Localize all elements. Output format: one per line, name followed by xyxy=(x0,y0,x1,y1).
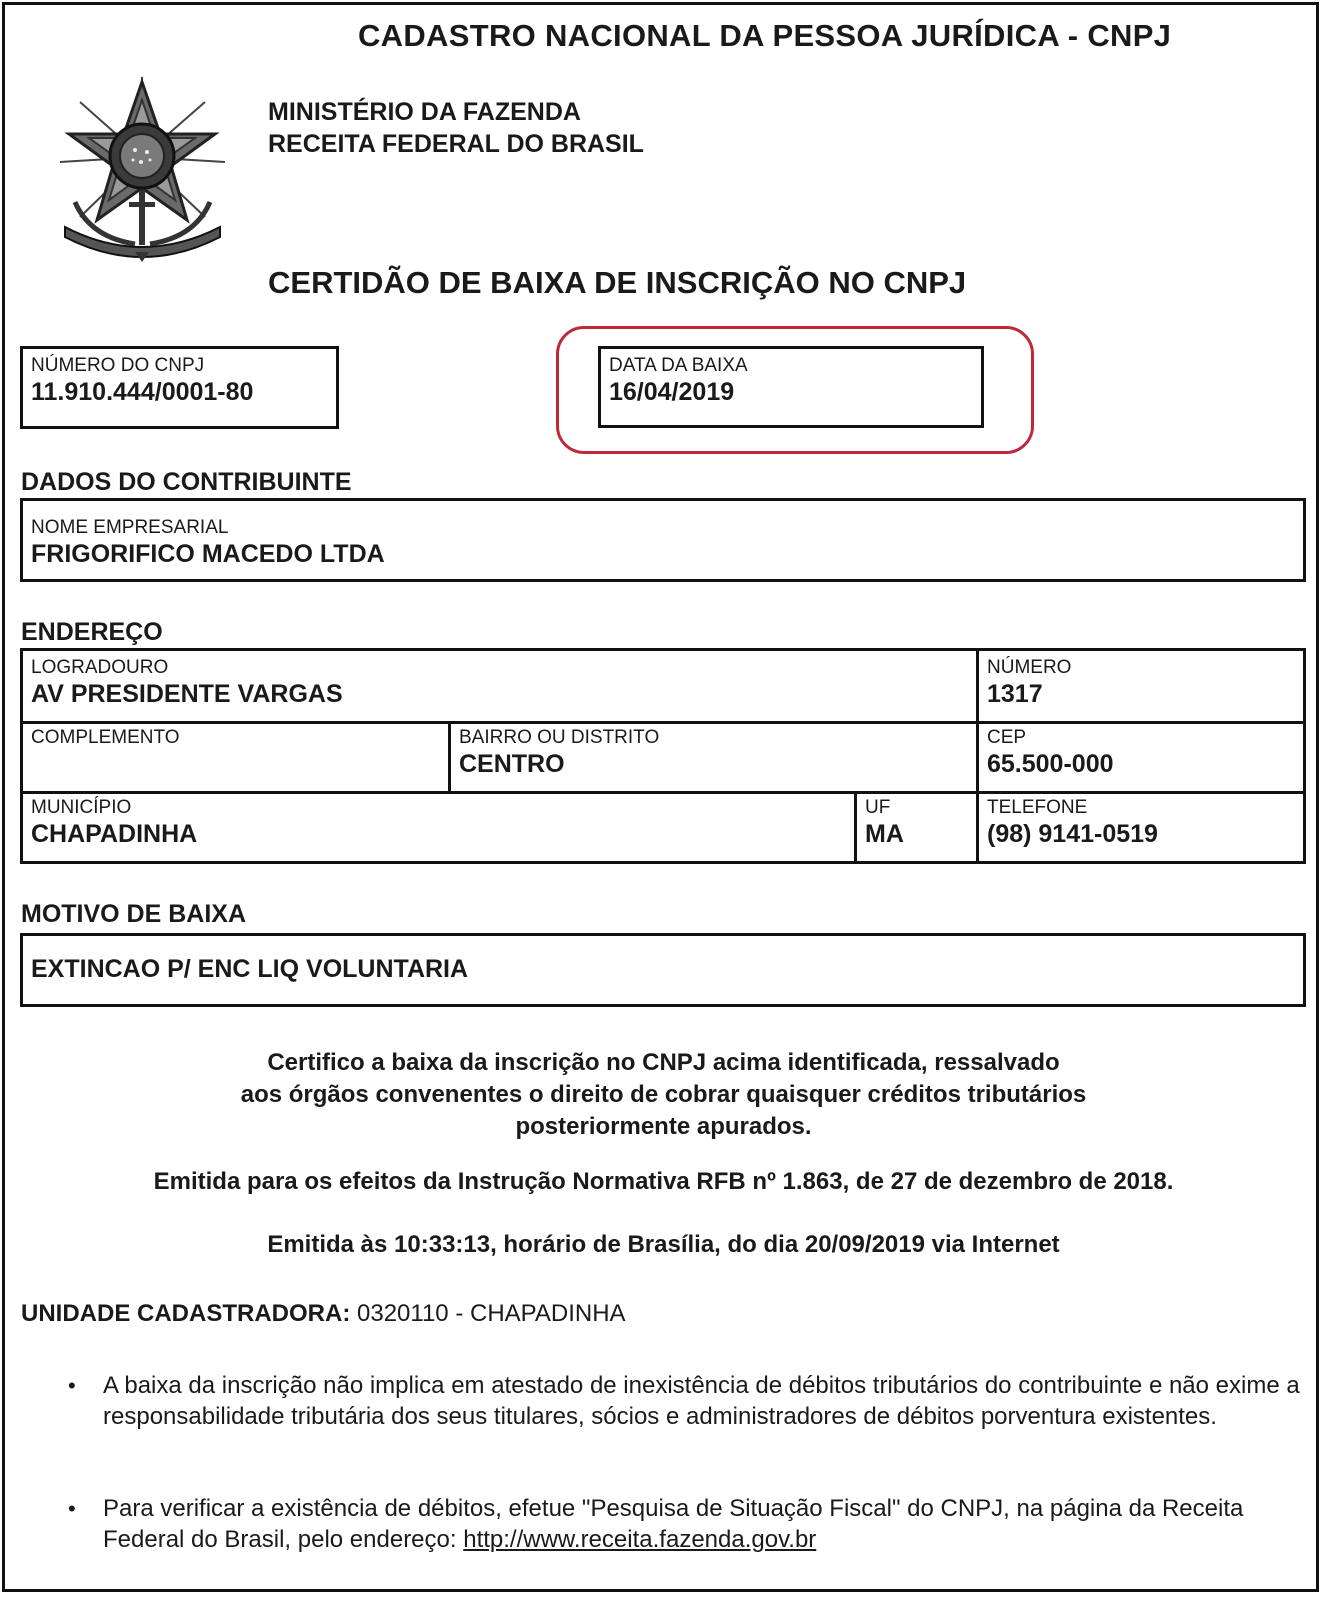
certification-statement xyxy=(0,1047,1327,1143)
motivo-value: EXTINCAO P/ ENC LIQ VOLUNTARIA xyxy=(31,955,469,983)
company-name-box xyxy=(20,498,1306,582)
cep-label: CEP xyxy=(987,727,1027,748)
note-item xyxy=(68,1493,1308,1555)
bairro-cell xyxy=(451,721,659,779)
bullet-icon: • xyxy=(68,1496,76,1521)
address-section-title: ENDEREÇO xyxy=(21,618,163,646)
address-grid xyxy=(20,648,1306,864)
note-2-text: Para verificar a existência de débitos, efetue "Pesquisa de Situação Fiscal" do CNPJ, na página da Receita Federal do Brasil, pelo endereço: xyxy=(103,1495,1244,1553)
complemento-label: COMPLEMENTO xyxy=(31,727,180,748)
telefone-value: (98) 9141-0519 xyxy=(987,820,1158,848)
cnpj-number-box xyxy=(20,346,339,429)
logradouro-value: AV PRESIDENTE VARGAS xyxy=(31,680,343,708)
ministry-heading xyxy=(268,96,644,160)
logradouro-cell xyxy=(23,651,343,709)
cnpj-number-label: NÚMERO DO CNPJ xyxy=(31,355,205,376)
contribuinte-section-title: DADOS DO CONTRIBUINTE xyxy=(21,468,352,496)
baixa-date-value: 16/04/2019 xyxy=(609,378,735,406)
cnpj-number-value: 11.910.444/0001-80 xyxy=(31,378,254,406)
numero-label: NÚMERO xyxy=(987,657,1072,678)
numero-value: 1317 xyxy=(987,680,1043,708)
uf-cell xyxy=(857,791,904,849)
unidade-cadastradora xyxy=(21,1300,626,1328)
motivo-section-title: MOTIVO DE BAIXA xyxy=(21,900,247,928)
statement-line-2: aos órgãos convenentes o direito de cobrar quaisquer créditos tributários xyxy=(240,1081,1087,1108)
ministry-line-2: RECEITA FEDERAL DO BRASIL xyxy=(268,130,644,158)
bullet-icon: • xyxy=(68,1373,76,1398)
certificate-title: CERTIDÃO DE BAIXA DE INSCRIÇÃO NO CNPJ xyxy=(268,265,967,300)
uf-value: MA xyxy=(865,820,904,848)
note-1-text: A baixa da inscrição não implica em atestado de inexistência de débitos tributários do contribuinte e não exime a responsabilidade tributária dos seus titulares, sócios e administradores de débitos porventura existentes. xyxy=(103,1372,1300,1430)
baixa-date-label: DATA DA BAIXA xyxy=(609,355,748,376)
unidade-label: UNIDADE CADASTRADORA: xyxy=(21,1300,351,1327)
telefone-label: TELEFONE xyxy=(987,797,1088,818)
baixa-date-box xyxy=(598,346,984,428)
company-name-value: FRIGORIFICO MACEDO LTDA xyxy=(31,540,385,568)
emission-info-text: Emitida às 10:33:13, horário de Brasília, do dia 20/09/2019 via Internet xyxy=(267,1231,1060,1258)
logradouro-label: LOGRADOURO xyxy=(31,657,169,678)
municipio-label: MUNICÍPIO xyxy=(31,797,132,818)
instrucao-normativa-text: Emitida para os efeitos da Instrução Normativa RFB nº 1.863, de 27 de dezembro de 2018. xyxy=(153,1168,1174,1195)
statement-line-1: Certifico a baixa da inscrição no CNPJ acima identificada, ressalvado xyxy=(267,1049,1060,1076)
numero-cell xyxy=(979,651,1071,709)
municipio-value: CHAPADINHA xyxy=(31,820,198,848)
brazil-coat-of-arms-icon xyxy=(55,72,230,262)
note-item xyxy=(68,1370,1308,1432)
cep-value: 65.500-000 xyxy=(987,750,1114,778)
note-2 xyxy=(103,1493,1308,1555)
bairro-value: CENTRO xyxy=(459,750,565,778)
receita-website-link[interactable]: http://www.receita.fazenda.gov.br xyxy=(463,1526,817,1553)
complemento-cell xyxy=(23,721,180,749)
municipio-cell xyxy=(23,791,197,849)
uf-label: UF xyxy=(865,797,891,818)
telefone-cell xyxy=(979,791,1158,849)
motivo-box xyxy=(20,933,1306,1007)
cep-cell xyxy=(979,721,1114,779)
unidade-value: 0320110 - CHAPADINHA xyxy=(357,1300,626,1327)
statement-line-3: posteriormente apurados. xyxy=(515,1113,812,1140)
document-main-title: CADASTRO NACIONAL DA PESSOA JURÍDICA - CNPJ xyxy=(358,18,1172,53)
bairro-label: BAIRRO OU DISTRITO xyxy=(459,727,660,748)
company-name-label: NOME EMPRESARIAL xyxy=(31,517,229,538)
ministry-line-1: MINISTÉRIO DA FAZENDA xyxy=(268,98,581,126)
